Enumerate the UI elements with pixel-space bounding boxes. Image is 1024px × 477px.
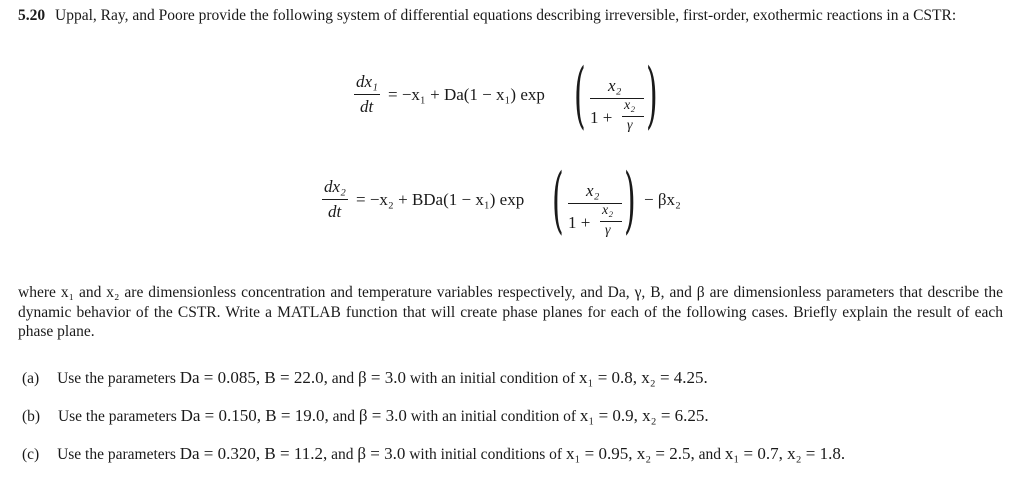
case-a-text-1: Use the parameters	[57, 370, 176, 387]
eq1-lhs-numerator: dx₁	[356, 72, 378, 91]
case-b-math-3: x₁ = 0.9, x₂ = 6.25.	[579, 406, 709, 425]
case-b-text-2: and	[332, 408, 355, 425]
case-c-math-3: x₁ = 0.95, x₂ = 2.5,	[565, 444, 695, 463]
eq1-lhs-fraction-bar	[354, 94, 380, 95]
equation-2	[320, 159, 720, 247]
case-b-text-3: with an initial condition of	[410, 408, 577, 425]
case-c-math-2: β = 3.0	[357, 444, 406, 463]
eq2-left-paren: (	[552, 159, 564, 244]
eq2-right-paren: )	[624, 159, 636, 244]
eq2-inner-den-denominator: γ	[605, 223, 611, 238]
case-c-text-2: and	[331, 446, 354, 463]
eq1-inner-fraction-bar	[590, 98, 644, 99]
case-a-math-1: Da = 0.085, B = 22.0,	[179, 368, 328, 387]
case-a-label: (a)	[22, 370, 40, 387]
eq1-inner-den-denominator: γ	[627, 118, 633, 133]
eq1-right-paren: )	[646, 54, 658, 139]
case-b-math-1: Da = 0.150, B = 19.0,	[180, 406, 329, 425]
case-a-math-2: β = 3.0	[357, 368, 406, 387]
eq1-inner-den-numerator: x₂	[624, 98, 636, 113]
problem-header	[18, 7, 956, 25]
problem-number: 5.20	[18, 7, 46, 24]
case-b-label: (b)	[22, 408, 41, 425]
case-a-math-3: x₁ = 0.8, x₂ = 4.25.	[579, 368, 708, 387]
eq1-inner-numerator: x₂	[608, 76, 622, 95]
eq2-inner-den-fraction-bar	[600, 221, 622, 222]
eq1-inner-denominator-prefix: 1 +	[590, 108, 613, 127]
case-a	[22, 368, 708, 388]
eq2-inner-denominator-prefix: 1 +	[568, 213, 591, 232]
case-c-text-1: Use the parameters	[57, 446, 176, 463]
case-b-text-1: Use the parameters	[57, 408, 177, 425]
case-b-math-2: β = 3.0	[358, 406, 407, 425]
eq1-lhs-denominator: dt	[360, 97, 374, 116]
problem-intro: Uppal, Ray, and Poore provide the following system of differential equations describing irreversible, first-order, exothermic reactions in a CSTR:	[55, 7, 957, 24]
description-paragraph: where x₁ and x₂ are dimensionless concentration and temperature variables respectively, and Da, γ, B, and β are dimensionless parameters that describe the dynamic behavior of the CSTR. Write a MATLAB function that will create phase planes for each of the following cases. Briefly explain the result of each phase plane.	[18, 284, 1003, 340]
case-c-math-1: Da = 0.320, B = 11.2,	[179, 444, 328, 463]
eq2-lhs-denominator: dt	[328, 202, 342, 221]
case-c	[22, 444, 845, 464]
case-c-text-4: and	[698, 446, 721, 463]
case-c-text-3: with initial conditions of	[409, 446, 563, 463]
case-b	[22, 406, 709, 426]
eq2-rhs-suffix: − βx₂	[644, 190, 681, 209]
eq2-lhs-numerator: dx₂	[324, 177, 346, 196]
case-c-label: (c)	[22, 446, 40, 463]
equation-1	[352, 54, 672, 142]
eq2-inner-fraction-bar	[568, 203, 622, 204]
eq1-rhs: = −x₁ + Da(1 − x₁) exp	[388, 85, 545, 104]
eq1-left-paren: (	[574, 54, 586, 139]
case-c-math-4: x₁ = 0.7, x₂ = 1.8.	[724, 444, 846, 463]
eq2-inner-den-numerator: x₂	[602, 203, 614, 218]
eq2-lhs-fraction-bar	[322, 199, 348, 200]
case-a-text-3: with an initial condition of	[409, 370, 576, 387]
eq2-inner-numerator: x₂	[586, 181, 600, 200]
eq2-rhs: = −x₂ + BDa(1 − x₁) exp	[356, 190, 525, 209]
eq1-inner-den-fraction-bar	[622, 116, 644, 117]
case-a-text-2: and	[331, 370, 355, 387]
